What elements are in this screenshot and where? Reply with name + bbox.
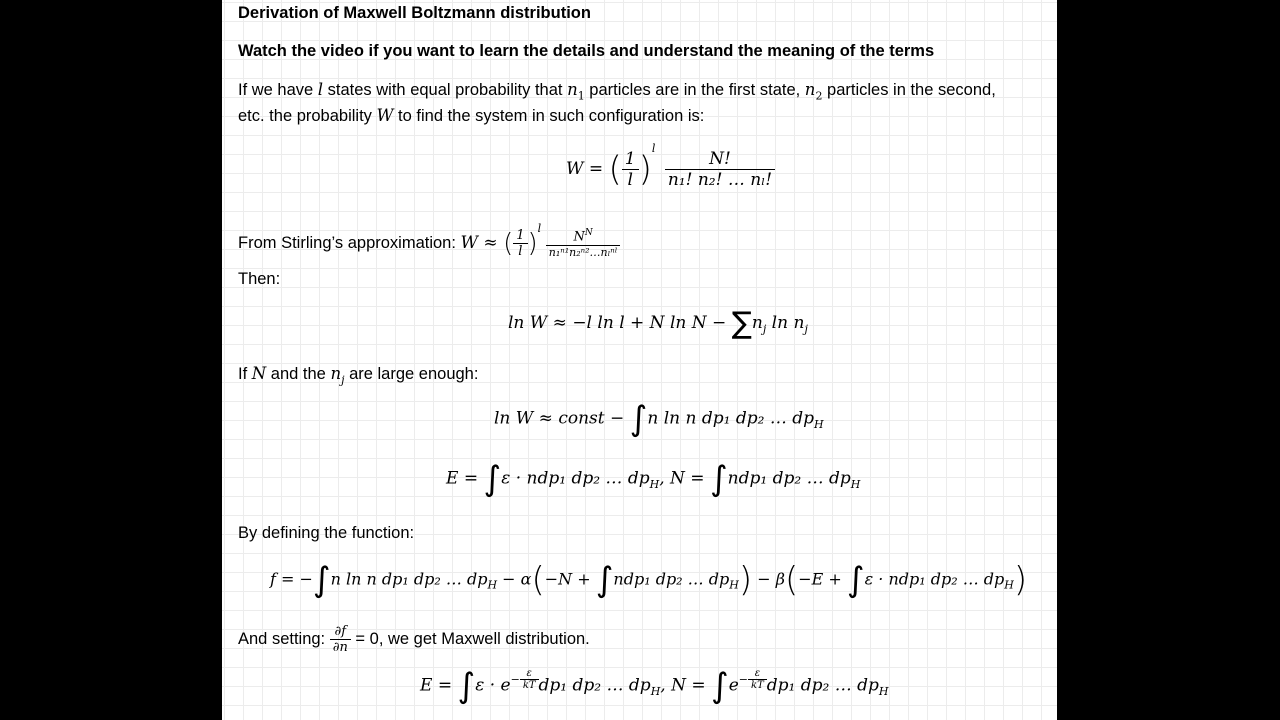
eq-part: , N =	[660, 675, 712, 696]
eq-part: E =	[420, 675, 458, 696]
eq-part: dp₁ dp₂ … dp	[538, 675, 651, 696]
eq-part: − β	[752, 569, 785, 589]
text-run: If we have	[238, 81, 318, 99]
frac-den: kT	[751, 680, 764, 691]
integral-symbol: ∫	[595, 560, 614, 600]
subscript: H	[850, 477, 861, 491]
exponent: l	[651, 142, 656, 155]
paragraph-intro-line2	[238, 106, 704, 126]
subscript: H	[729, 578, 739, 592]
frac-num: ε	[748, 668, 767, 680]
eq-part: f = −	[270, 569, 313, 589]
eq-lhs: W =	[566, 159, 609, 179]
frac-num: N!	[665, 149, 775, 170]
paragraph-large-enough	[238, 364, 478, 386]
math-var-n1: n	[567, 80, 578, 99]
math-var-W: W	[376, 106, 394, 125]
equation-maxwell-distribution: $E = \int\varepsilon \cdot e^{- \frac{\varepsilon}{kT}}$ dp₁ dp₂ … $dp_H$, $N = \int e^{- \frac{\varepsilon}{kT}}$ dp₁ dp₂ … $dp_H$	[420, 666, 889, 706]
math-subscript: j	[341, 373, 345, 387]
subscript: j	[804, 322, 808, 336]
eq-part: ndp₁ dp₂ … dp	[727, 468, 851, 489]
integral-symbol: ∫	[457, 666, 476, 706]
eq-part: n ln n dp₁ dp₂ … dp	[647, 408, 814, 429]
text-run: and the	[266, 365, 331, 383]
paragraph-intro-line1	[238, 80, 996, 102]
document-subtitle: Watch the video if you want to learn the details and understand the meaning of the terms	[238, 42, 935, 60]
stirling-label: From Stirling’s approximation:	[238, 234, 461, 252]
integral-symbol: ∫	[312, 560, 331, 600]
frac-den: n₁! n₂! … nₗ!	[667, 170, 773, 190]
integral-symbol: ∫	[483, 459, 502, 499]
math-subscript: 1	[577, 89, 585, 103]
document-title: Derivation of Maxwell Boltzmann distribution	[238, 4, 591, 22]
eq-part: dp₁ dp₂ … dp	[766, 675, 879, 696]
subscript: H	[814, 417, 824, 431]
eq-part: ln W ≈ −l ln l + N ln N −	[508, 313, 732, 333]
sum-symbol: ∑	[731, 306, 752, 341]
stirling-line: From Stirling’s approximation: W ≈ ( $\frac{1}{l}$ )$^l$ $\frac{N^N}{\text{n₁ⁿ¹n₂ⁿ²…nₗⁿˡ}}$	[238, 222, 620, 259]
eq-part: e	[728, 675, 739, 696]
equation-ln-w-integral	[494, 399, 824, 439]
text-run: to find the system in such configuration is:	[393, 107, 705, 125]
subscript: H	[487, 578, 498, 592]
equation-multiplicity: W = ( $\frac{1}{l}$ )$^l$ $\frac{N!}{\text{n₁! n₂! … nₗ!}}$	[566, 142, 775, 190]
equation-function-f: f = −∫n ln n dp₁ dp₂ … $dp_H - \alpha(-N + \int ndp_1$ dp₂ … $dp_H) - \beta(-E + \int\varepsilon \cdot ndp_1$ dp₂ … $dp_H$)	[270, 560, 1028, 600]
eq-part: ε · ndp₁ dp₂ … dp	[501, 468, 650, 489]
defining-label: By defining the function:	[238, 524, 415, 542]
integral-symbol: ∫	[711, 666, 729, 706]
eq-part: ε · ndp₁ dp₂ … dp	[864, 569, 1005, 589]
frac-num: 1	[513, 228, 527, 244]
integral-symbol: ∫	[709, 459, 728, 499]
frac-num: 1	[622, 149, 639, 170]
equation-ln-w	[508, 306, 808, 341]
text-run: etc. the probability	[238, 107, 377, 125]
frac-num: ∂f	[330, 624, 351, 640]
eq-part: ndp₁ dp₂ … dp	[613, 569, 730, 589]
exponent: N	[584, 228, 593, 239]
exponent: l	[537, 222, 542, 235]
eq-part: ln n	[766, 313, 805, 333]
integral-symbol: ∫	[846, 560, 865, 600]
subscript: H	[1004, 578, 1014, 592]
math-var-n2: n	[804, 80, 816, 99]
frac-den: l	[518, 244, 523, 260]
text-run: particles in the second,	[822, 81, 996, 99]
text-run: are large enough:	[344, 365, 479, 383]
eq-part: n ln n dp₁ dp₂ … dp	[330, 569, 488, 589]
document-page	[222, 0, 1057, 720]
eq-part: −N +	[544, 569, 596, 589]
eq-part: − α	[497, 569, 532, 589]
subscript: j	[762, 322, 767, 336]
equation-energy-number	[446, 459, 861, 499]
text-run: And setting:	[238, 629, 330, 648]
paragraph-setting	[238, 624, 590, 655]
eq-lhs: W ≈	[460, 233, 504, 253]
frac-den: n₁ⁿ¹n₂ⁿ²…nₗⁿˡ	[548, 245, 618, 259]
text-run: If	[238, 365, 252, 383]
frac-den: l	[627, 170, 633, 190]
text-run: we get Maxwell distribution.	[383, 629, 590, 648]
math-subscript: 2	[815, 89, 823, 103]
subscript: H	[649, 477, 660, 491]
text-run: particles are in the first state,	[584, 81, 805, 99]
text-run: = 0,	[350, 629, 384, 648]
eq-part: E =	[446, 468, 484, 489]
integral-symbol: ∫	[629, 399, 648, 439]
frac-num: N	[573, 229, 585, 245]
eq-part: −E +	[798, 569, 847, 589]
math-var-N: N	[251, 364, 267, 383]
math-var-nj: n	[330, 364, 342, 383]
subscript: H	[878, 684, 889, 698]
eq-part: ε · e	[475, 675, 511, 696]
text-run: states with equal probability that	[323, 81, 568, 99]
frac-den: kT	[522, 680, 536, 691]
eq-part: ln W ≈ const −	[494, 408, 630, 429]
frac-den: ∂n	[332, 640, 348, 655]
then-label: Then:	[238, 270, 281, 288]
eq-part: n	[751, 313, 763, 333]
eq-part: , N =	[659, 468, 710, 489]
subscript: H	[650, 684, 661, 698]
math-var-l: l	[317, 80, 324, 99]
frac-num: ε	[520, 668, 539, 680]
